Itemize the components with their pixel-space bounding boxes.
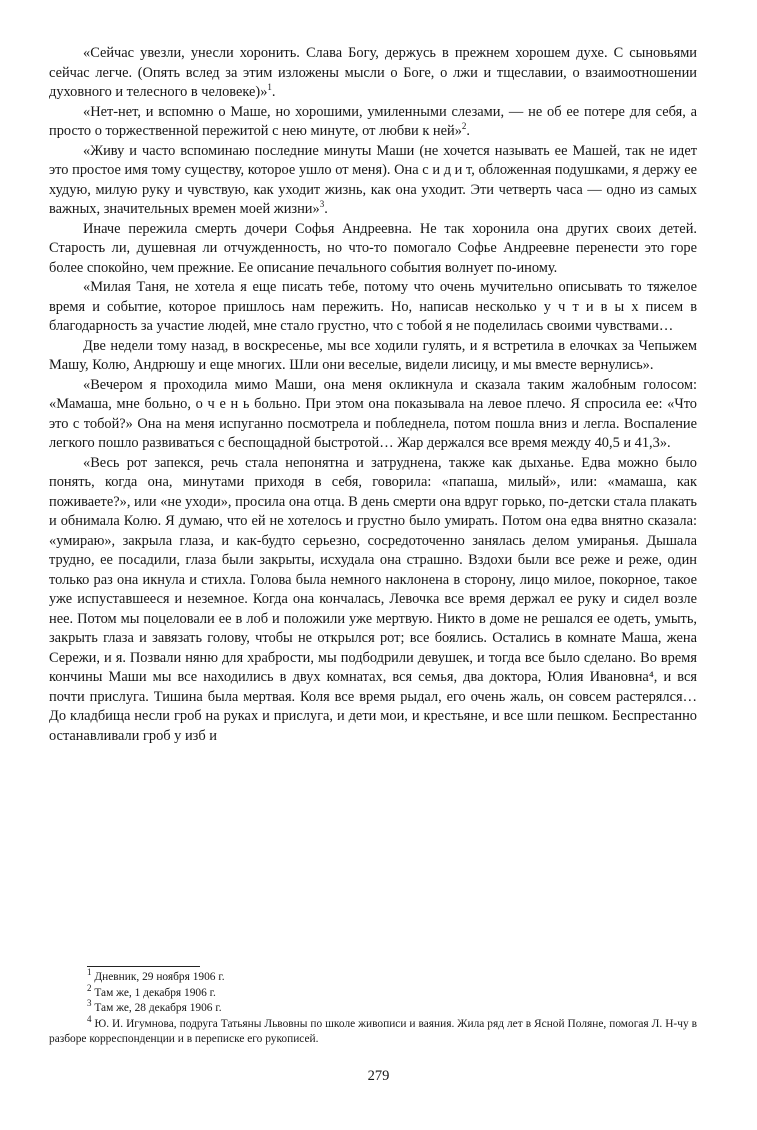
page-number: 279 (367, 1068, 390, 1084)
paragraph: «Сейчас увезли, унесли хоронить. Слава Богу, держусь в прежнем хорошем духе. С сыновьями сейчас легче. (Опять вслед за этим изложены мысли о Боге, о лжи и тщеславии, о взаимоотношении духовного и телесного в человеке)»$^1$. (49, 45, 697, 100)
paragraph: «Живу и часто вспоминаю последние минуты Маши (не хочется называть ее Машей, так не идет это простое имя тому существу, которое ушло от меня). Она с и д и т, обложенная подушками, я держу ее худую, милую руку и чувствую, как уходит жизнь, как она уходит. Эти четверть часа — одно из самых важных, значительных времен моей жизни»$^3$. (49, 142, 697, 217)
paragraph: «Весь рот запекся, речь стала непонятна и затруднена, также как дыханье. Едва можно было понять, когда она, минутами приходя в себя, говорила: «папаша, милый», или: «мамаша, как поживаете?», или «не уходи», просила она отца. В день смерти она вдруг горько, по-детски стала плакать и обнимала Колю. Я думаю, что ей не хотелось и грустно было умирать. Потом она едва внятно сказала: «умираю», закрыла глаза, и как-будто серьезно, сосредоточенно занялась делом умиранья. Дышала трудно, ее посадили, глаза были закрыты, исхудала она страшно. Вздохи были все реже и реже, один только раз она икнула и стихла. Голова была немного наклонена в сторону, лицо милое, покорное, такое уже испуставшееся и неземное. Когда она кончалась, Левочка все время держал ее руку и сидел возле нее. Потом мы поцеловали ее в лоб и положили уже мертвую. Никто в доме не решался ее одеть, умыть, закрыть глаза и завязать голову, чтобы не открылся рот; все боялись. Остались в комнате Маша, жена Сережи, и я. Позвали няню для храбрости, мы подбодрили девушек, и тогда все было сделано. Во время кончины Маши мы все находились в двух комнатах, вся семья, два доктора, Юлия Ивановна⁴, и вся почти прислуга. Тишина была мертвая. Коля все время рыдал, его очень жаль, он совсем растерялся… До кладбища несли гроб на руках и прислуга, и дети мои, и крестьяне, и все шли пешком. Беспрестанно останавливали гроб у изб и (49, 454, 697, 744)
paragraph: «Вечером я проходила мимо Маши, она меня окликнула и сказала таким жалобным голосом: «Мамаша, мне больно, о ч е н ь больно. При этом она показывала на левое плечо. Я спросила ее: «Что это с тобой?» Она на меня испуганно посмотрела и побледнела, потом пошла вниз и легла. Воспаление легкого пошло развиваться с беспощадной быстротой… Жар держался все время между 40,5 и 41,3». (49, 376, 697, 451)
footnote-ref: 1 (267, 82, 272, 93)
footnotes (49, 967, 697, 1048)
footnote-ref: 3 (319, 199, 325, 210)
paragraph: Две недели тому назад, в воскресенье, мы все ходили гулять, и я встретила в елочках за Чепыжем Машу, Колю, Андрюшу и еще многих. Шли они веселые, видели лисицу, и мы вместе вернулись». (49, 337, 697, 373)
footnote: $^4$ Ю. И. Игумнова, подруга Татьяны Львовны по школе живописи и ваяния. Жила ряд лет в Ясной Поляне, помогая Л. Н-чу в разборе корреспонденции и в переписке его рукописей. (49, 1013, 697, 1045)
footnote: $^3$ Там же, 28 декабря 1906 г. (87, 998, 222, 1014)
paragraph: «Милая Таня, не хотела я еще писать тебе, потому что очень мучительно описывать то тяжелое время и событие, которое пришлось нам пережить. Но, написав несколько у ч т и в ы х писем в благодарность за участие людей, мне стало грустно, что с тобой я не поделилась своими чувствами… (49, 279, 697, 334)
paragraph: Иначе пережила смерть дочери Софья Андреевна. Не так хоронила она других своих детей. Старость ли, душевная ли отчужденность, но что-то помогало Софье Андреевне перенести это горе более спокойно, чем прежние. Ее описание печального события волнует по-иному. (49, 220, 697, 276)
footnote: $^2$ Там же, 1 декабря 1906 г. (87, 982, 216, 999)
footnote-ref: 2 (461, 121, 467, 132)
main-text (49, 44, 697, 746)
footnote: $^1$ Дневник, 29 ноября 1906 г. (87, 967, 225, 983)
footnote-divider (87, 966, 200, 967)
paragraph: «Нет-нет, и вспомню о Маше, но хорошими, умиленными слезами, — не об ее потере для себя, а просто о торжественной пережитой с нею минуте, от любви к ней»$^2$. (49, 103, 697, 139)
